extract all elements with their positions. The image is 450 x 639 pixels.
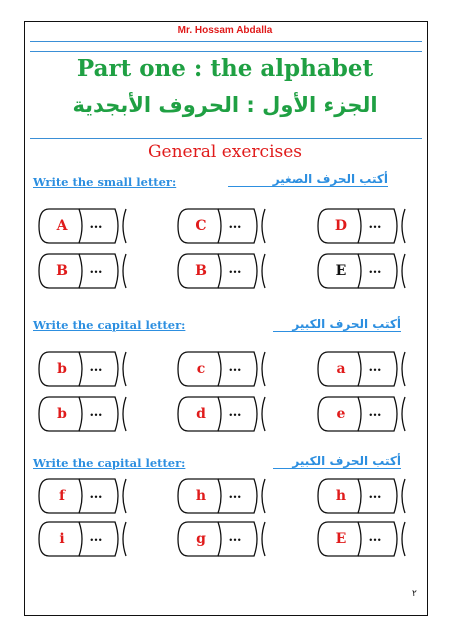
- answer-blank[interactable]: …: [89, 262, 103, 277]
- scroll-edge: [402, 209, 405, 243]
- answer-blank[interactable]: …: [89, 487, 103, 502]
- scroll-edge: [402, 479, 405, 513]
- given-letter: c: [196, 361, 206, 377]
- letter-cell: [176, 521, 266, 557]
- page-title-en: Part one : the alphabet: [76, 55, 374, 82]
- letter-cell: [176, 396, 266, 432]
- answer-blank[interactable]: …: [89, 217, 103, 232]
- answer-blank[interactable]: …: [368, 530, 382, 545]
- author-name: Mr. Hossam Abdalla: [177, 25, 273, 36]
- page-title-ar: الجزء الأول : الحروف الأبجدية: [72, 93, 378, 117]
- instruction-en: Write the capital letter:: [33, 456, 186, 470]
- letter-cell: [316, 521, 406, 557]
- scroll-edge: [402, 397, 405, 431]
- scroll-edge: [402, 352, 405, 386]
- answer-blank[interactable]: …: [228, 217, 242, 232]
- scroll-edge: [123, 522, 126, 556]
- header-rule: [30, 51, 422, 52]
- given-letter: B: [56, 263, 68, 279]
- letter-cell: [37, 253, 127, 289]
- given-letter: h: [335, 488, 347, 504]
- given-letter: B: [195, 263, 207, 279]
- letter-cell: [316, 253, 406, 289]
- letter-cell: [316, 478, 406, 514]
- answer-blank[interactable]: …: [368, 262, 382, 277]
- answer-blank[interactable]: …: [368, 360, 382, 375]
- answer-blank[interactable]: …: [368, 405, 382, 420]
- given-letter: D: [334, 218, 348, 234]
- given-letter: b: [57, 406, 67, 422]
- answer-blank[interactable]: …: [89, 530, 103, 545]
- given-letter: h: [195, 488, 207, 504]
- letter-cell: [37, 208, 127, 244]
- given-letter: C: [195, 218, 207, 234]
- title-rule: [30, 138, 422, 139]
- scroll-edge: [402, 254, 405, 288]
- letter-cell: [37, 521, 127, 557]
- given-letter: E: [335, 531, 347, 547]
- instruction-ar: أكتب الحرف الكبير: [273, 454, 401, 469]
- letter-cell: [316, 208, 406, 244]
- scroll-edge: [402, 522, 405, 556]
- letter-cell: [37, 478, 127, 514]
- scroll-edge: [123, 254, 126, 288]
- answer-blank[interactable]: …: [228, 487, 242, 502]
- scroll-edge: [123, 479, 126, 513]
- letter-cell: [176, 351, 266, 387]
- answer-blank[interactable]: …: [228, 360, 242, 375]
- given-letter: d: [196, 406, 206, 422]
- given-letter: E: [335, 263, 347, 279]
- given-letter: i: [59, 531, 65, 547]
- answer-blank[interactable]: …: [89, 405, 103, 420]
- given-letter: e: [336, 406, 346, 422]
- scroll-edge: [123, 397, 126, 431]
- scroll-edge: [262, 479, 265, 513]
- answer-blank[interactable]: …: [368, 217, 382, 232]
- scroll-edge: [262, 522, 265, 556]
- answer-blank[interactable]: …: [368, 487, 382, 502]
- letter-cell: [316, 351, 406, 387]
- instruction-ar: أكتب الحرف الصغير: [228, 172, 388, 187]
- instruction-ar: أكتب الحرف الكبير: [273, 317, 401, 332]
- answer-blank[interactable]: …: [228, 262, 242, 277]
- answer-blank[interactable]: …: [228, 405, 242, 420]
- instruction-en: Write the capital letter:: [33, 318, 186, 332]
- scroll-edge: [123, 352, 126, 386]
- given-letter: a: [336, 361, 346, 377]
- letter-cell: [37, 396, 127, 432]
- page-number: ٢: [412, 589, 417, 599]
- given-letter: f: [58, 488, 66, 504]
- given-letter: A: [56, 218, 68, 234]
- section-heading: General exercises: [147, 142, 303, 162]
- answer-blank[interactable]: …: [228, 530, 242, 545]
- letter-cell: [176, 208, 266, 244]
- header-rule: [30, 41, 422, 42]
- answer-blank[interactable]: …: [89, 360, 103, 375]
- scroll-edge: [262, 352, 265, 386]
- scroll-edge: [262, 254, 265, 288]
- letter-cell: [37, 351, 127, 387]
- scroll-edge: [123, 209, 126, 243]
- scroll-edge: [262, 209, 265, 243]
- instruction-en: Write the small letter:: [33, 175, 177, 189]
- letter-cell: [176, 478, 266, 514]
- scroll-edge: [262, 397, 265, 431]
- given-letter: g: [196, 531, 206, 547]
- letter-cell: [176, 253, 266, 289]
- letter-cell: [316, 396, 406, 432]
- given-letter: b: [57, 361, 67, 377]
